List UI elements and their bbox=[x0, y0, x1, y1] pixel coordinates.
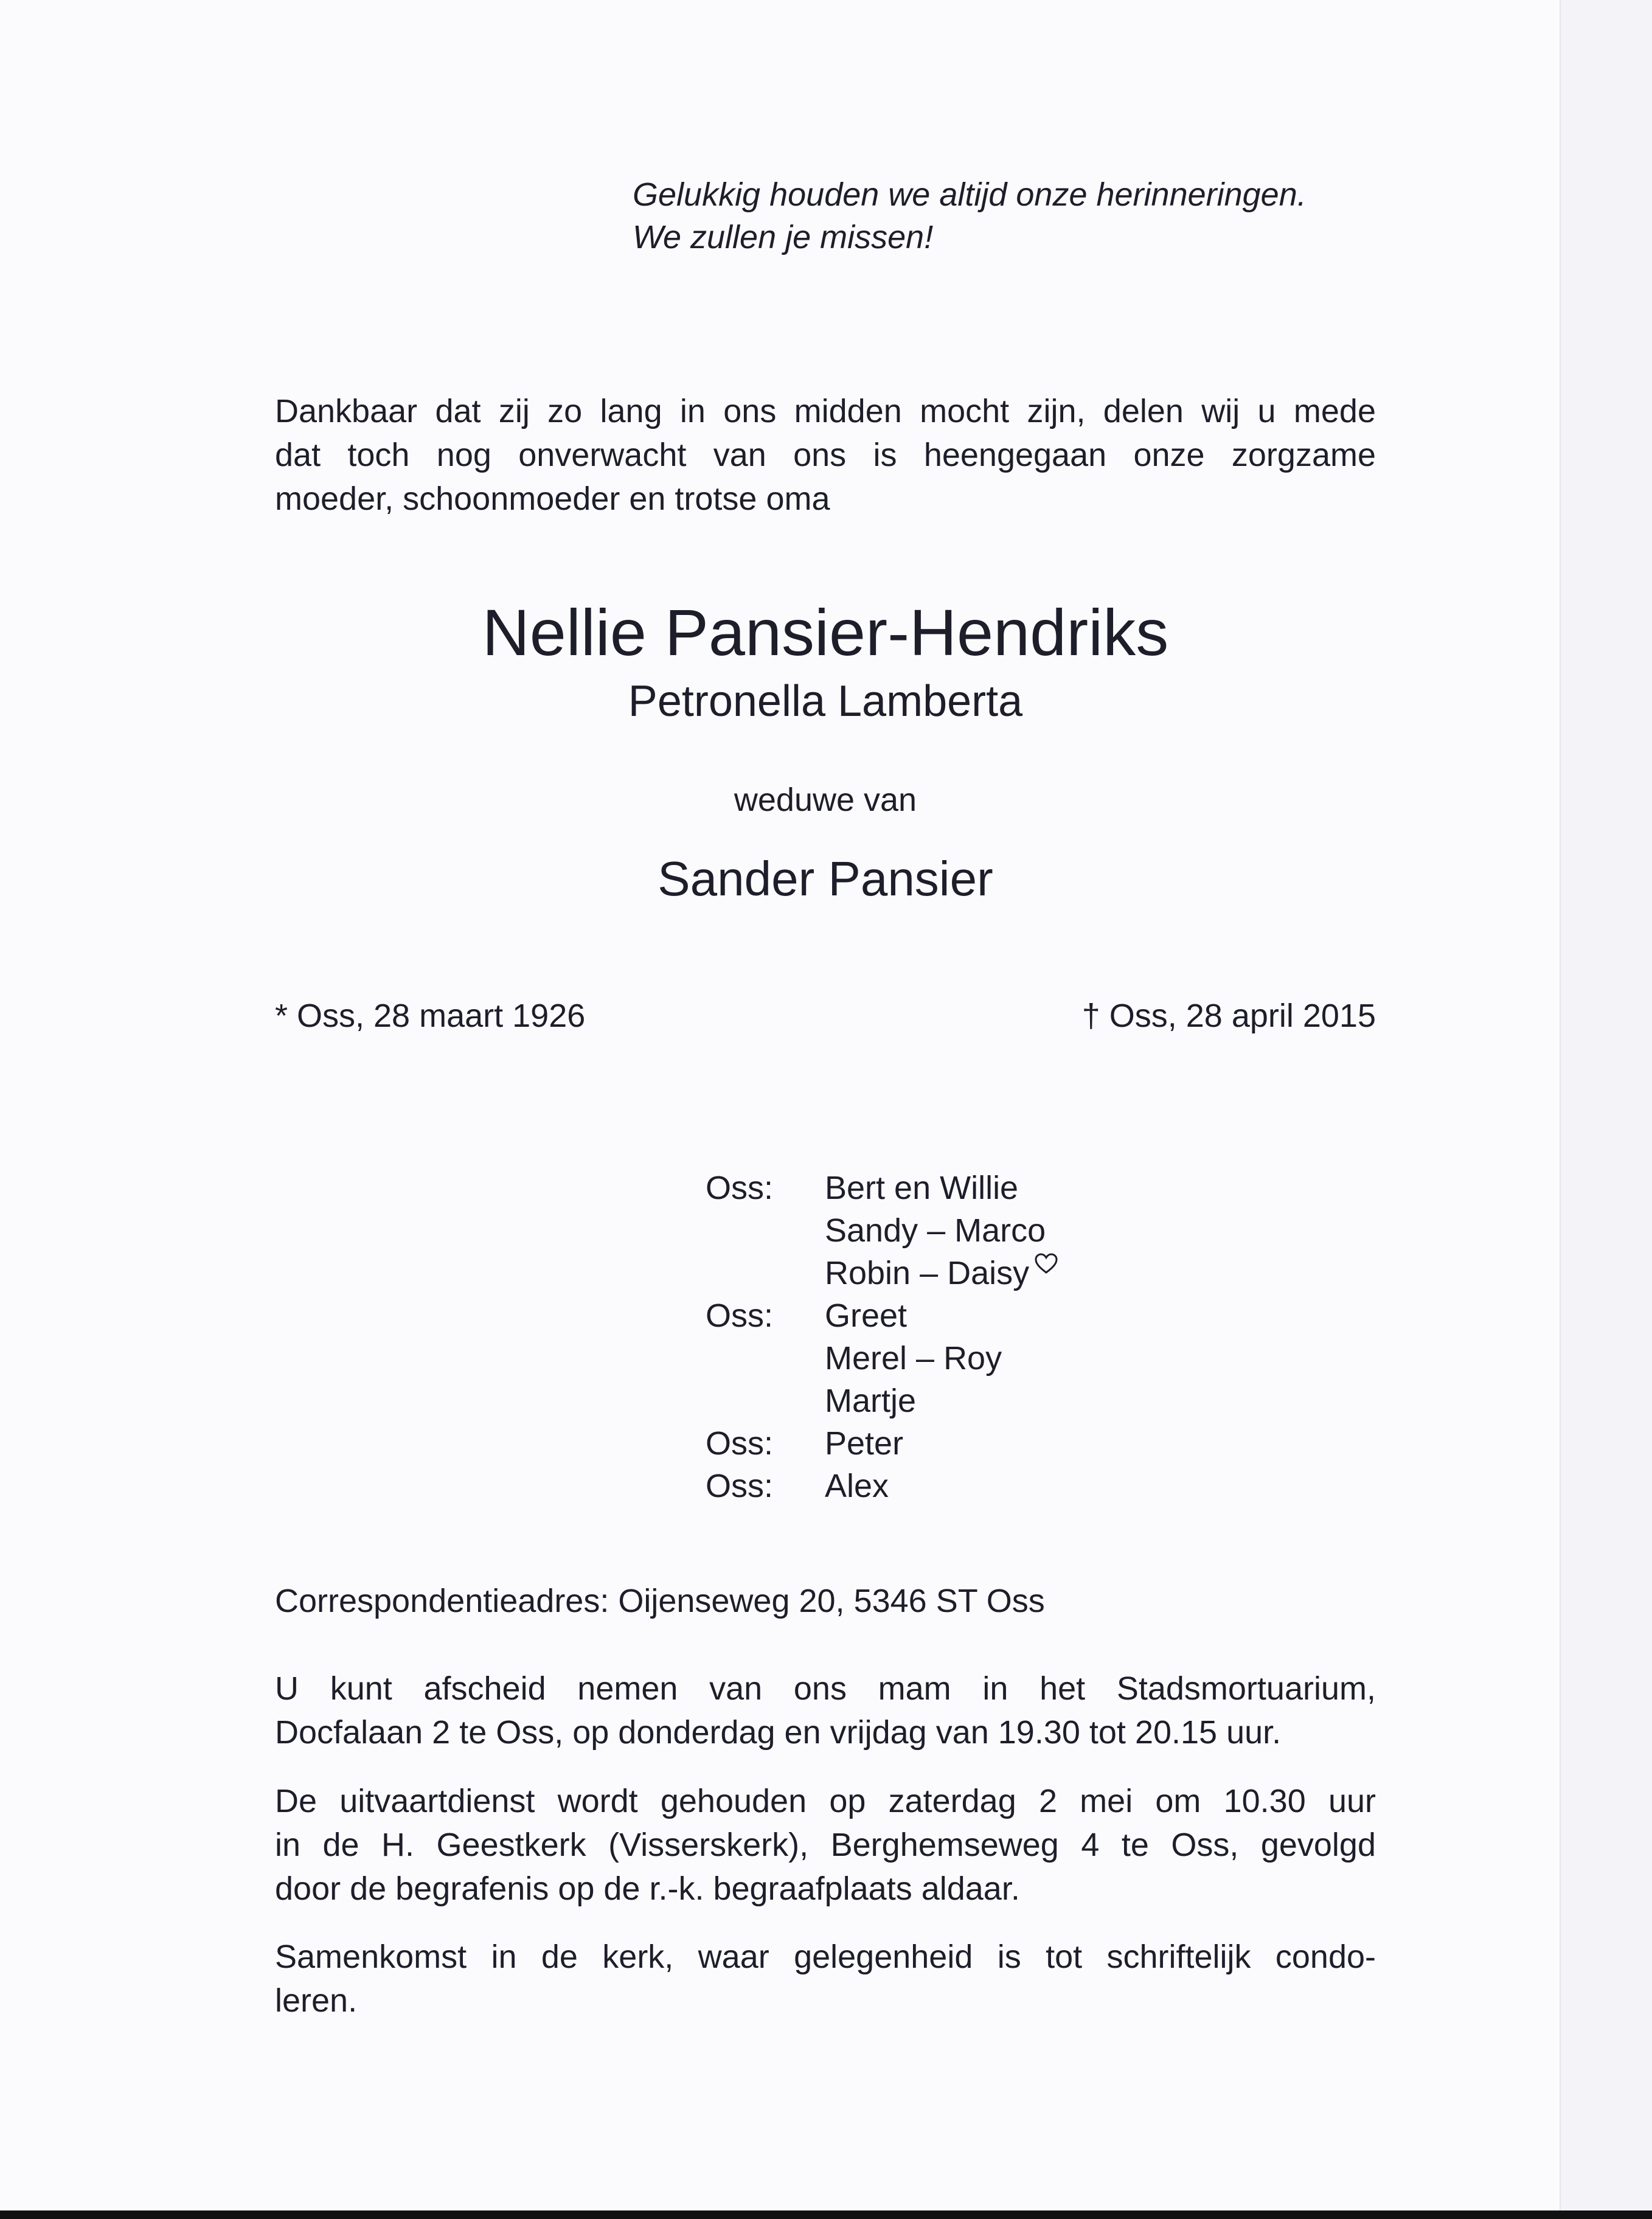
gathering-line: Samenkomst in de kerk, waar gelegenheid is tot schriftelijk condo- bbox=[275, 1939, 1376, 1975]
family-city bbox=[706, 1209, 825, 1252]
gathering-paragraph bbox=[275, 1935, 1376, 2023]
motto bbox=[633, 173, 1307, 259]
farewell-line: U kunt afscheid nemen van ons mam in het Stadsmortuarium, bbox=[275, 1670, 1376, 1707]
family-row bbox=[706, 1465, 1058, 1507]
family-city bbox=[706, 1252, 825, 1294]
farewell-line: Docfalaan 2 te Oss, op donderdag en vrijdag van 19.30 tot 20.15 uur. bbox=[275, 1714, 1282, 1751]
given-names: Petronella Lamberta bbox=[628, 677, 1023, 726]
family-names: Martje bbox=[825, 1383, 917, 1419]
farewell-paragraph bbox=[275, 1667, 1376, 1754]
scan-edge bbox=[1560, 0, 1652, 2219]
family-row bbox=[706, 1294, 1058, 1337]
family-names: Peter bbox=[825, 1425, 904, 1462]
service-paragraph bbox=[275, 1779, 1376, 1911]
family-row bbox=[706, 1422, 1058, 1465]
family-names: Alex bbox=[825, 1468, 889, 1504]
birth-date: * Oss, 28 maart 1926 bbox=[275, 998, 586, 1034]
intro-line: Dankbaar dat zij zo lang in ons midden mocht zijn, delen wij u mede bbox=[275, 393, 1376, 429]
family-names: Merel – Roy bbox=[825, 1340, 1002, 1377]
widow-of-label: weduwe van bbox=[734, 782, 917, 818]
scan-bottom-edge bbox=[0, 2210, 1652, 2219]
service-line: De uitvaartdienst wordt gehouden op zaterdag 2 mei om 10.30 uur bbox=[275, 1783, 1376, 1819]
family-city bbox=[706, 1337, 825, 1380]
motto-line: We zullen je missen! bbox=[633, 219, 934, 255]
spouse-name: Sander Pansier bbox=[658, 852, 993, 906]
family-row bbox=[706, 1380, 1058, 1422]
family-row bbox=[706, 1252, 1058, 1294]
heart-icon bbox=[1034, 1252, 1058, 1276]
family-row bbox=[706, 1209, 1058, 1252]
family-list bbox=[706, 1167, 1058, 1507]
family-city: Oss: bbox=[706, 1297, 774, 1334]
family-row bbox=[706, 1167, 1058, 1209]
intro-line: moeder, schoonmoeder en trotse oma bbox=[275, 481, 830, 517]
life-dates bbox=[275, 995, 1376, 1037]
service-line: door de begrafenis op de r.-k. begraafplaats aldaar. bbox=[275, 1870, 1020, 1907]
family-names: Bert en Willie bbox=[825, 1170, 1019, 1206]
family-city bbox=[706, 1380, 825, 1422]
intro-paragraph bbox=[275, 389, 1376, 521]
family-city: Oss: bbox=[706, 1425, 774, 1462]
family-names: Robin – Daisy bbox=[825, 1255, 1030, 1291]
death-date: † Oss, 28 april 2015 bbox=[1081, 998, 1376, 1034]
family-city: Oss: bbox=[706, 1170, 774, 1206]
family-names: Greet bbox=[825, 1297, 908, 1334]
intro-line: dat toch nog onverwacht van ons is heengegaan onze zorgzame bbox=[275, 437, 1376, 473]
family-row bbox=[706, 1337, 1058, 1380]
correspondence-address: Correspondentieadres: Oijenseweg 20, 5346 ST Oss bbox=[275, 1583, 1045, 1619]
motto-line: Gelukkig houden we altijd onze herinneringen. bbox=[633, 176, 1307, 213]
deceased-name: Nellie Pansier-Hendriks bbox=[482, 596, 1169, 669]
family-names: Sandy – Marco bbox=[825, 1212, 1046, 1249]
gathering-line: leren. bbox=[275, 1982, 358, 2019]
service-line: in de H. Geestkerk (Visserskerk), Berghemseweg 4 te Oss, gevolgd bbox=[275, 1827, 1376, 1863]
family-city: Oss: bbox=[706, 1468, 774, 1504]
